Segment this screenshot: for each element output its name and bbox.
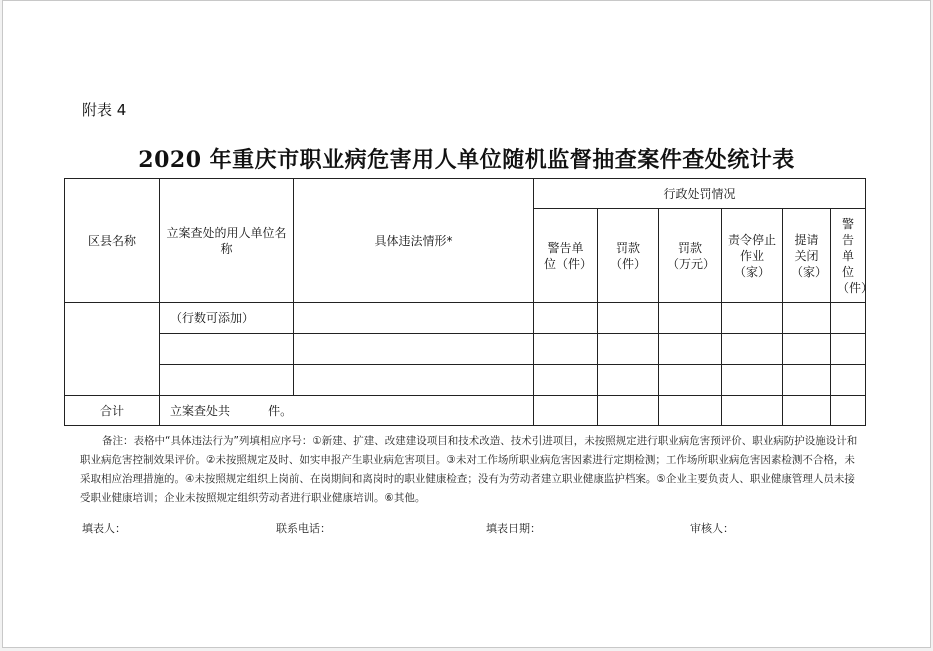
table-cell[interactable] <box>160 303 294 334</box>
header-fine-count <box>598 209 659 303</box>
table-cell[interactable] <box>598 303 659 334</box>
table-cell[interactable] <box>294 365 534 396</box>
header-warning-units-text: 警告单位（件） <box>544 240 593 271</box>
footer-filler: 填表人： <box>82 522 126 535</box>
header-warning-units <box>534 209 598 303</box>
table-cell[interactable] <box>722 334 783 365</box>
table-cell[interactable] <box>598 365 659 396</box>
total-row <box>65 396 866 426</box>
table-cell[interactable] <box>160 334 294 365</box>
header-district: 区县名称 <box>65 179 160 303</box>
table-cell[interactable] <box>659 365 722 396</box>
table-cell[interactable] <box>659 396 722 426</box>
table-cell[interactable] <box>294 334 534 365</box>
table-cell[interactable] <box>831 334 866 365</box>
statistics-table <box>64 178 874 426</box>
header-admin-penalty: 行政处罚情况 <box>534 179 866 209</box>
table-cell[interactable] <box>831 303 866 334</box>
header-violation: 具体违法情形* <box>294 179 534 303</box>
header-last-col-text: 警告单位（件） <box>837 216 874 295</box>
table-cell[interactable] <box>783 396 831 426</box>
header-request-close-text: 提请关闭（家） <box>791 232 828 279</box>
table-cell[interactable] <box>160 365 294 396</box>
table-row <box>65 303 866 334</box>
table-cell[interactable] <box>722 396 783 426</box>
table-cell[interactable] <box>598 334 659 365</box>
attachment-label: 附表 4 <box>82 101 127 119</box>
placeholder-row-text: （行数可添加） <box>170 311 255 325</box>
table-cell[interactable] <box>831 365 866 396</box>
header-employer <box>160 179 294 303</box>
table-cell[interactable] <box>783 303 831 334</box>
table-cell[interactable] <box>659 303 722 334</box>
table-cell[interactable] <box>534 365 598 396</box>
footer-date: 填表日期： <box>486 522 541 535</box>
document-title: 2020 年重庆市职业病危害用人单位随机监督抽查案件查处统计表 <box>138 147 795 173</box>
header-fine-amount-text: 罚款（万元） <box>667 240 716 271</box>
header-fine-amount <box>659 209 722 303</box>
table-cell[interactable] <box>598 396 659 426</box>
header-order-stop-text: 责令停止作业（家） <box>728 232 777 279</box>
footer-phone: 联系电话： <box>276 522 331 535</box>
table-note <box>80 432 860 508</box>
table-cell[interactable] <box>722 365 783 396</box>
total-label: 合计 <box>65 396 160 426</box>
table-row <box>65 365 866 396</box>
table-cell[interactable] <box>65 303 160 396</box>
table-cell[interactable] <box>831 396 866 426</box>
note-text: 备注：表格中“具体违法行为”列填相应序号：①新建、扩建、改建建设项目和技术改造、技术引进项目，未按照规定进行职业病危害预评价、职业病防护设施设计和职业病危害控制效果评价。②未按照规定及时、如实申报产生职业病危害项目。③未对工作场所职业病危害因素进行定期检测；工作场所职业病危害因素检测不合格，未采取相应治理措施的。④未按照规定组织上岗前、在岗期间和离岗时的职业健康检查；没有为劳动者建立职业健康监护档案。⑤企业主要负责人、职业健康管理人员未接受职业健康培训；企业未按照规定组织劳动者进行职业健康培训。⑥其他。 <box>80 435 858 504</box>
table-cell[interactable] <box>722 303 783 334</box>
table-cell[interactable] <box>294 303 534 334</box>
header-request-close <box>783 209 831 303</box>
table-row <box>65 334 866 365</box>
table-cell[interactable] <box>534 303 598 334</box>
header-last-col <box>831 209 874 303</box>
footer-reviewer: 审核人： <box>690 522 734 535</box>
table-cell[interactable] <box>783 365 831 396</box>
header-order-stop <box>722 209 783 303</box>
total-text: 立案查处共 件。 <box>160 396 534 426</box>
header-fine-count-text: 罚款（件） <box>610 240 647 271</box>
table-cell[interactable] <box>659 334 722 365</box>
table-cell[interactable] <box>534 334 598 365</box>
table-cell[interactable] <box>534 396 598 426</box>
table-cell[interactable] <box>783 334 831 365</box>
header-employer-text: 立案查处的用人单位名称 <box>166 225 287 256</box>
